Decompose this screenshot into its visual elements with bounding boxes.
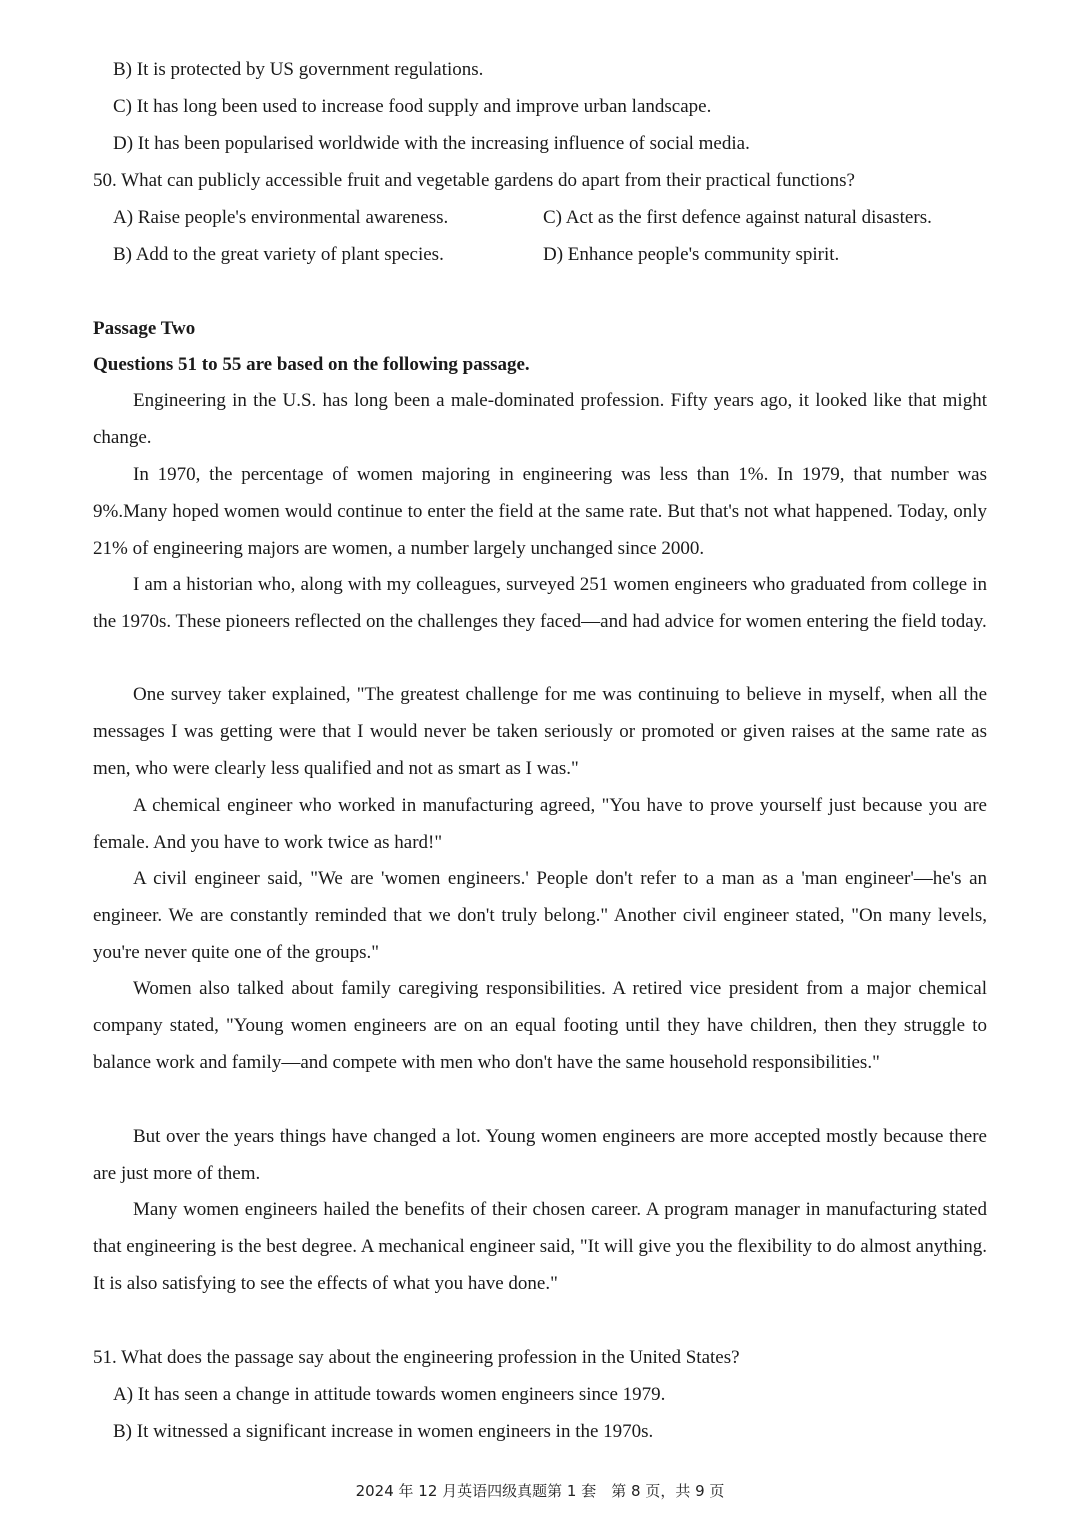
q50-option-d: D) Enhance people's community spirit. (543, 244, 840, 265)
passage-paragraph-6: A civil engineer said, "We are 'women engineers.' People don't refer to a man as a 'man engineer'—he's an engineer. We are constantly reminded that we don't truly belong." Another civil engineer stated, "On many levels, you're never quite one of the groups." (93, 868, 987, 963)
page-footer: 2024 年 12 月英语四级真题第 1 套 第 8 页，共 9 页 (355, 1482, 725, 1500)
passage-paragraph-4: One survey taker explained, "The greatest challenge for me was continuing to believe in myself, when all the messages I was getting were that I would never be taken seriously or promoted or given raises at the same rate as men, who were clearly less qualified and not as smart as I was." (93, 684, 987, 779)
passage-paragraph-2: In 1970, the percentage of women majoring in engineering was less than 1%. In 1979, that number was 9%.Many hoped women would continue to enter the field at the same rate. But that's not what happened. Today, only 21% of engineering majors are women, a number largely unchanged since 2000. (93, 464, 987, 559)
passage-paragraph-5: A chemical engineer who worked in manufacturing agreed, "You have to prove yourself just because you are female. And you have to work twice as hard!" (93, 795, 987, 853)
q49-option-c: C) It has long been used to increase food supply and improve urban landscape. (113, 96, 712, 117)
passage-paragraph-3: I am a historian who, along with my colleagues, surveyed 251 women engineers who graduated from college in the 1970s. These pioneers reflected on the challenges they faced—and had advice for women entering the field today. (93, 574, 987, 632)
passage-paragraph-9: Many women engineers hailed the benefits of their chosen career. A program manager in manufacturing stated that engineering is the best degree. A mechanical engineer said, "It will give you the flexibility to do almost anything. It is also satisfying to see the effects of what you have done." (93, 1199, 987, 1294)
q49-option-d: D) It has been popularised worldwide with the increasing influence of social media. (113, 133, 750, 154)
q49-option-b: B) It is protected by US government regulations. (113, 59, 484, 80)
q51-option-a: A) It has seen a change in attitude towards women engineers since 1979. (113, 1384, 666, 1405)
q50-option-c: C) Act as the first defence against natural disasters. (543, 207, 932, 228)
passage-instruction: Questions 51 to 55 are based on the following passage. (93, 354, 530, 375)
passage-paragraph-8: But over the years things have changed a lot. Young women engineers are more accepted mostly because there are just more of them. (93, 1126, 987, 1184)
q50-option-a: A) Raise people's environmental awareness. (113, 207, 449, 228)
passage-paragraph-1: Engineering in the U.S. has long been a male-dominated profession. Fifty years ago, it looked like that might change. (93, 390, 987, 448)
q50-question: 50. What can publicly accessible fruit and vegetable gardens do apart from their practical functions? (93, 170, 855, 191)
q50-option-b: B) Add to the great variety of plant species. (113, 244, 444, 265)
passage-title: Passage Two (93, 318, 196, 339)
q51-option-b: B) It witnessed a significant increase in women engineers in the 1970s. (113, 1421, 654, 1442)
q51-question: 51. What does the passage say about the engineering profession in the United States? (93, 1347, 740, 1368)
passage-paragraph-7: Women also talked about family caregiving responsibilities. A retired vice president from a major chemical company stated, "Young women engineers are on an equal footing until they have children, then they struggle to balance work and family—and compete with men who don't have the same household responsibilities." (93, 978, 987, 1073)
